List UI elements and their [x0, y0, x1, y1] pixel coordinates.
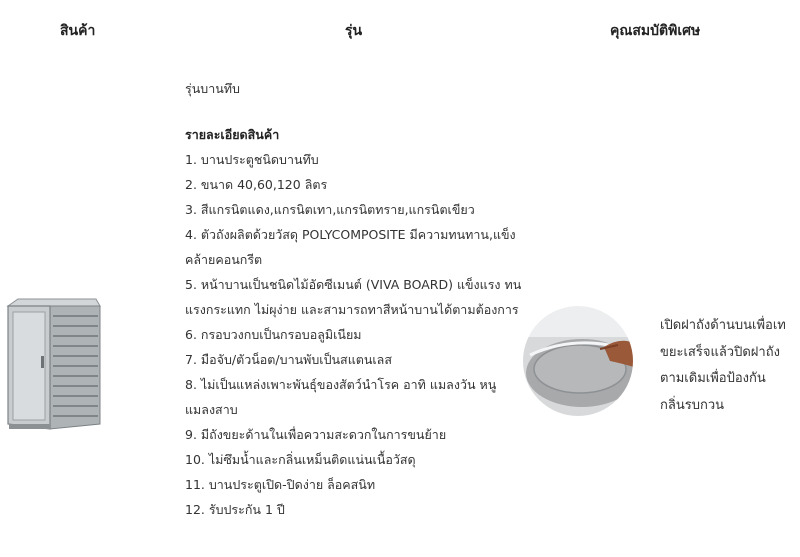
header-model: รุ่น: [345, 22, 363, 38]
detail-item: 8. ไม่เป็นแหล่งเพาะพันธุ์ของสัตว์นำโรค อาทิ แมลงวัน หนู แมลงสาบ: [185, 377, 497, 417]
detail-item: 6. กรอบวงกบเป็นกรอบอลูมิเนียม: [185, 327, 362, 342]
detail-item: 1. บานประตูชนิดบานทึบ: [185, 152, 319, 167]
details-title: รายละเอียดสินค้า: [185, 127, 280, 142]
spacer: [185, 101, 525, 122]
detail-item: 3. สีแกรนิตแดง,แกรนิตเทา,แกรนิตทราย,แกรนิตเขียว: [185, 202, 475, 217]
detail-item: 10. ไม่ซึมน้ำและกลิ่นเหม็นติดแน่นเนื้อวัสดุ: [185, 452, 416, 467]
detail-item: 12. รับประกัน 1 ปี: [185, 502, 285, 517]
header-feature: คุณสมบัติพิเศษ: [610, 22, 701, 38]
detail-item: 4. ตัวถังผลิตด้วยวัสดุ POLYCOMPOSITE มีความทนทาน,แข็งคล้ายคอนกรีต: [185, 227, 516, 267]
header-product: สินค้า: [60, 22, 96, 38]
bin-lid-image: [520, 303, 636, 419]
detail-item: 11. บานประตูเปิด-ปิดง่าย ล็อคสนิท: [185, 477, 376, 492]
model-detail: [185, 76, 525, 522]
detail-item: 2. ขนาด 40,60,120 ลิตร: [185, 177, 328, 192]
product-cabinet-image: [6, 296, 102, 432]
detail-item: 5. หน้าบานเป็นชนิดไม้อัดซีเมนต์ (VIVA BOARD) แข็งแรง ทนแรงกระแทก ไม่ผุง่าย และสามารถทาสีหน้าบานได้ตามต้องการ: [185, 277, 522, 317]
details-list: [185, 147, 525, 522]
detail-item: 9. มีถังขยะด้านในเพื่อความสะดวกในการขนย้าย: [185, 427, 447, 442]
model-name: รุ่นบานทึบ: [185, 81, 240, 96]
feature-description: เปิดฝาถังด้านบนเพื่อเทขยะเสร็จแล้วปิดฝาถังตามเดิมเพื่อป้องกันกลิ่นรบกวน: [660, 318, 786, 413]
detail-item: 7. มือจับ/ตัวน็อต/บานพับเป็นสแตนเลส: [185, 352, 392, 367]
